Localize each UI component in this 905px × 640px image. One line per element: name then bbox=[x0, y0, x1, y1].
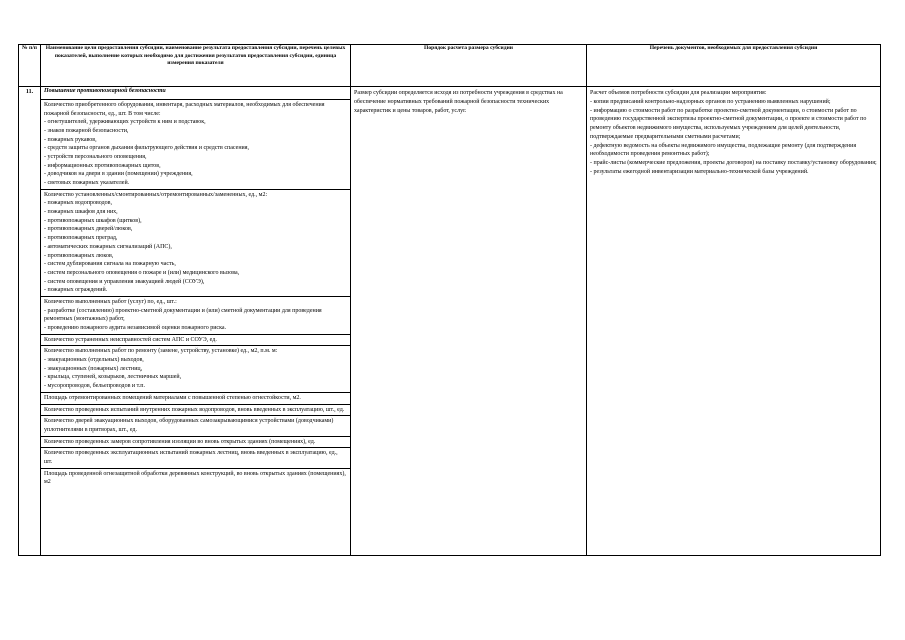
indicator-block: Количество выполненных работ по ремонту (замене, устройству, установке) ед., м2, п.м. м: - эвакуационных (отдельных) выходов, - эвакуационных (пожарных) лестниц, - крыльца, ступеней, козырьков, лестничных маршей, - мусоропроводов, бельепроводов и т.п. bbox=[41, 345, 350, 391]
indicator-block: Количество дверей эвакуационных выходов, оборудованных самозакрывающимися устройствами (доводчиками) уплотнителями в притворах, шт., ед. bbox=[41, 415, 350, 435]
indicator-block: Количество установленных/смонтированных/отремонтированных/замененных, ед., м2: - пожарных водопроводов, - пожарных шкафов для них, - противопожарных шкафов (щитков), - противопожарных дверей/люков, - противопожарных преград, - автоматических пожарных сигнализаций (АПС), - противопожарных люков, - систем дублирования сигнала на пожарную часть, - систем персонального оповещения о пожаре и (или) медицинского вызова, - систем оповещения и управления эвакуацией людей (СОУЭ), - пожарных ограждений. bbox=[41, 189, 350, 296]
section-title: Повышение противопожарной безопасности bbox=[41, 87, 351, 99]
row-number: 11. bbox=[19, 87, 41, 556]
calc-cell: Размер субсидии определяется исходя из потребности учреждения в средствах на обеспечение нормативных требований пожарной безопасности технических характеристик и цены товаров, работ, услуг. bbox=[351, 87, 587, 556]
header-goal: Наименование цели предоставления субсидии, наименование результата предоставления субсидии, перечень целевых показателей, выполнение которых необходимо для достижения результатов предоставления субсидии, единица измерения показателя bbox=[41, 45, 351, 87]
indicator-block: Количество проведенных испытаний внутренних пожарных водопроводов, вновь введенных в эксплуатацию, шт., ед. bbox=[41, 404, 350, 416]
indicator-block: Количество выполненных работ (услуг) по, ед., шт.: - разработке (составлению) проектно-сметной документации и (или) сметной документации для проведения ремонтных (монтажных) работ, - проведению пожарного аудита независимой оценки пожарного риска. bbox=[41, 296, 350, 334]
table-header-row bbox=[19, 45, 881, 87]
table-row bbox=[19, 87, 881, 99]
indicators-cell bbox=[41, 99, 351, 555]
indicator-block: Количество проведенных эксплуатационных испытаний пожарных лестниц, вновь введенных в эксплуатацию, ед., шт. bbox=[41, 447, 350, 467]
header-num: № п/п bbox=[19, 45, 41, 87]
subsidy-table bbox=[18, 44, 881, 556]
indicator-block: Площадь проведенной огнезащитной обработки деревянных конструкций, во вновь открытых зданиях (помещениях), м2 bbox=[41, 468, 350, 488]
indicator-block: Площадь отремонтированных помещений материалами с повышенной степенью огнестойкости, м2. bbox=[41, 392, 350, 404]
header-calc: Порядок расчета размера субсидии bbox=[351, 45, 587, 87]
indicator-block: Количество устраненных неисправностей систем АПС и СОУЭ, ед. bbox=[41, 334, 350, 346]
indicator-block: Количество приобретенного оборудования, инвентаря, расходных материалов, необходимых для обеспечения пожарной безопасности, ед., шт. В том числе: - огнетушителей, удерживающих устройств к ним и подставок, - знаков пожарной безопасности, - пожарных рукавов, - средств защиты органов дыхания фильтрующего действия и средств спасения, - устройств персонального оповещения, - информационных противопожарных щитов, - доводчиков на двери в здании (помещении) учреждения, - световых пожарных указателей. bbox=[44, 101, 325, 186]
docs-cell: Расчет объемов потребности субсидии для реализации мероприятия: - копии предписаний контрольно-надзорных органов по устранению выявленных нарушений; - информацию о стоимости работ по разработке проектно-сметной документации, о стоимости работ по проведению государственной экспертизы проектно-сметной документации, о проекте и стоимости работ по ремонту объектов недвижимого имущества, используемых учреждением для целей деятельности, подтверждаемые предварительными сметными расчетами; - дефектную ведомость на объекты недвижимого имущества, подлежащие ремонту (для подтверждения необходимости проведения ремонтных работ); - прайс-листы (коммерческие предложения, проекты договоров) на поставку поставку/установку оборудования; - результаты ежегодной инвентаризации материально-технической базы учреждений. bbox=[587, 87, 881, 556]
header-docs: Перечень документов, необходимых для предоставления субсидии bbox=[587, 45, 881, 87]
indicator-block: Количество проведенных замеров сопротивления изоляции во вновь открытых зданиях (помещениях), ед. bbox=[41, 436, 350, 448]
